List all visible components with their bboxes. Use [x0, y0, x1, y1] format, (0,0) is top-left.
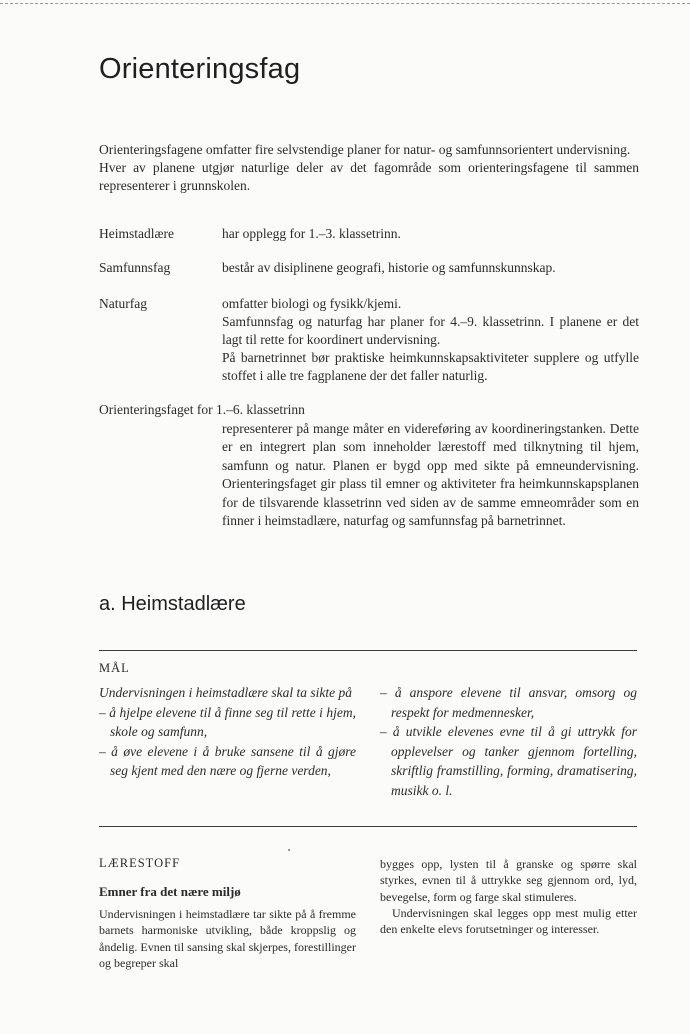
content-paragraph: bygges opp, lysten til å granske og spørre skal styrkes, evnen til å uttrykke seg gjennom ord, lyd, bevegelse, form og farge skal stimuleres. [380, 857, 637, 904]
content-label: LÆRESTOFF [99, 856, 181, 870]
definition-line: består av disiplinene geografi, historie og samfunnskunnskap. [222, 260, 556, 275]
goals-label: MÅL [99, 661, 130, 675]
definition-term: Naturfag [99, 296, 147, 311]
content-paragraph: Undervisningen i heimstadlære tar sikte på å fremme barnets harmoniske utvikling, både kroppslig og åndelig. Evnen til sansing skal skjerpes, forestillinger og begreper skal [99, 907, 356, 970]
content-paragraph: Undervisningen skal legges opp mest mulig etter den enkelte elevs forutsetninger og interesser. [380, 905, 637, 937]
definition-line: Samfunnsfag og naturfag har planer for 4.–9. klassetrinn. I planene er det lagt til rette for koordinert undervisning. [222, 314, 639, 347]
definition-description [222, 225, 639, 243]
definition-naturfag [99, 295, 639, 385]
intro-paragraph-2: Hver av planene utgjør naturlige deler av det fagområde som orienteringsfagene til sammen representerer i grunnskolen. [99, 160, 639, 193]
top-dashed-line [0, 3, 690, 4]
content-left-column [99, 906, 356, 971]
goals-intro: Undervisningen i heimstadlære skal ta sikte på [99, 685, 352, 700]
goal-item: – å utvikle elevenes evne til å gi uttrykk for opplevelser og tanker gjennom fortelling, skriftlig framstilling, forming, dramatisering, musikk o. l. [380, 724, 637, 798]
definition-term: Samfunnsfag [99, 260, 171, 275]
definition-line: omfatter biologi og fysikk/kjemi. [222, 296, 402, 311]
content-right-column [380, 856, 637, 937]
definition-line: har opplegg for 1.–3. klassetrinn. [222, 226, 401, 241]
goal-item: – å anspore elevene til ansvar, omsorg og respekt for medmennesker, [380, 685, 637, 720]
definition-heimstadlaere [99, 225, 639, 243]
content-subtitle: Emner fra det nære miljø [99, 884, 241, 899]
definition-samfunnsfag [99, 259, 639, 277]
orienteringsfaget-body: representerer på mange måter en videreføring av koordineringstanken. Dette er en integrert plan som inneholder lærestoff med tilknytning til hjem, samfunn og natur. Planen er bygd opp med sikte på emneundervisning. Orienteringsfaget gir plass til emner og aktiviteter fra heimkunnskapsplanen for de tilsvarende klassetrinn ved siden av de samme emneområder som en finner i heimstadlære, naturfag og samfunnsfag på barnetrinnet. [222, 420, 639, 528]
section-title: a. Heimstadlære [99, 593, 246, 615]
goal-item: – å øve elevene i å bruke sansene til å gjøre seg kjent med den nære og fjerne verden, [99, 743, 356, 778]
goals-left-column [99, 683, 356, 781]
definition-description [222, 259, 639, 277]
goals-bottom-rule [99, 826, 637, 827]
orienteringsfaget-heading: Orienteringsfaget for 1.–6. klassetrinn [99, 402, 305, 417]
speck-mark [288, 849, 290, 851]
intro-text [99, 141, 639, 195]
definition-term: Heimstadlære [99, 226, 174, 241]
orienteringsfaget-block [99, 401, 639, 531]
page-title: Orienteringsfag [99, 53, 301, 85]
definition-description [222, 295, 639, 385]
intro-paragraph-1: Orienteringsfagene omfatter fire selvstendige planer for natur- og samfunnsorientert undervisning. [99, 142, 631, 157]
goal-item: – å hjelpe elevene til å finne seg til rette i hjem, skole og samfunn, [99, 704, 356, 739]
definition-line: På barnetrinnet bør praktiske heimkunnskapsaktiviteter supplere og utfylle stoffet i alle tre fagplanene der det faller naturlig. [222, 350, 639, 383]
goals-right-column [380, 683, 637, 800]
goals-top-rule [99, 650, 637, 651]
